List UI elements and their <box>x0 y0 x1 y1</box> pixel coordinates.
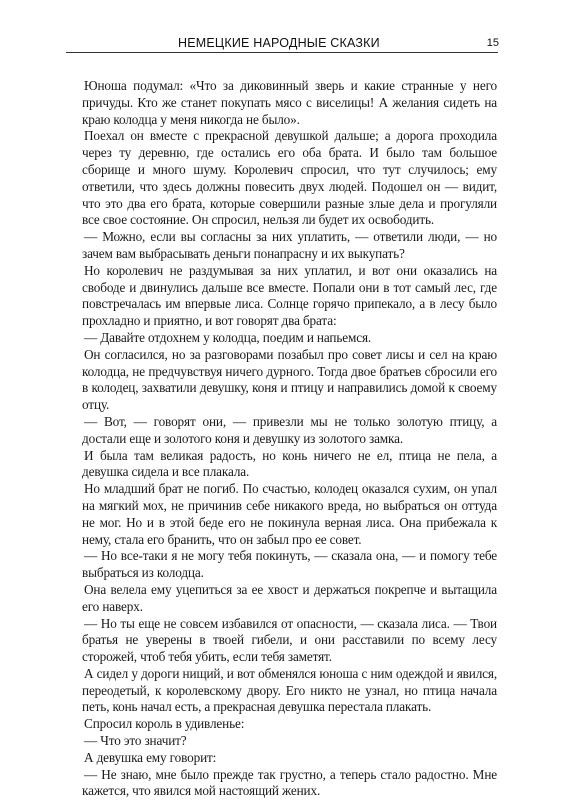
paragraph: Поехал он вместе с прекрасной девушкой дальше; а дорога проходила через ту деревню, где остались его оба брата. И было там большое сборище и много шуму. Королевич спросил, что тут случилось; ему ответили, что здесь должны повесить двух людей. Подошел он — видит, что это два его брата, которые совершили разные злые дела и прогуляли все свое состояние. Он спросил, нельзя ли будет их освободить. <box>82 128 497 228</box>
paragraph: — Вот, — говорят они, — привезли мы не только золотую птицу, а достали еще и золотого коня и девушку из золотого замка. <box>82 413 497 446</box>
paragraph: Спросил король в удивленье: <box>84 716 245 732</box>
paragraph: Она велела ему уцепиться за ее хвост и держаться покрепче и вытащила его наверх. <box>82 581 497 614</box>
text-body <box>82 78 497 800</box>
paragraph: — Давайте отдохнем у колодца, поедим и напьемся. <box>84 329 372 345</box>
paragraph: Он согласился, но за разговорами позабыл про совет лисы и сел на краю колодца, не предчувствуя ничего дурного. Тогда двое братьев сбросили его в колодец, захватили девушку, коня и птицу и направились домой к своему отцу. <box>82 346 497 413</box>
paragraph: А девушка ему говорит: <box>84 749 217 765</box>
paragraph: А сидел у дороги нищий, и вот обменялся юноша с ним одеждой и явился, переодетый, к королевскому двору. Его никто не узнал, но птица начала петь, конь начал есть, а прекрасная девушка перестала плакать. <box>82 665 497 715</box>
paragraph: — Не знаю, мне было прежде так грустно, а теперь стало радостно. Мне кажется, что явился мой настоящий жених. <box>82 766 497 799</box>
paragraph: — Но все-таки я не могу тебя покинуть, — сказала она, — и помогу тебе выбраться из колодца. <box>82 548 497 581</box>
paragraph: И была там великая радость, но конь ничего не ел, птица не пела, а девушка сидела и все плакала. <box>82 447 497 480</box>
running-title: НЕМЕЦКИЕ НАРОДНЫЕ СКАЗКИ <box>178 36 380 50</box>
paragraph: — Что это значит? <box>84 733 187 749</box>
page-number: 15 <box>486 37 499 49</box>
paragraph: Юноша подумал: «Что за диковинный зверь и какие странные у него причуды. Кто же станет покупать мясо с виселицы! А желания сидеть на краю колодца у меня никогда не было». <box>82 78 497 127</box>
paragraph: Но младший брат не погиб. По счастью, колодец оказался сухим, он упал на мягкий мох, не причинив себе никакого вреда, но выбраться он оттуда не мог. Но и в этой беде его не покинула верная лиса. Она прибежала к нему, стала его бранить, что он забыл про ее совет. <box>82 481 497 547</box>
paragraph: — Но ты еще не совсем избавился от опасности, — сказала лиса. — Твои братья не уверены в твоей гибели, и они расставили по всему лесу сторожей, чтоб тебя убить, если тебя заметят. <box>82 615 497 665</box>
paragraph: — Можно, если вы согласны за них уплатить, — ответили люди, — но зачем вам выбрасывать деньги понапрасну и их выкупать? <box>82 229 497 261</box>
paragraph: Но королевич не раздумывая за них уплатил, и вот они оказались на свободе и двинулись дальше все вместе. Попали они в тот самый лес, где повстречалась им впервые лиса. Солнце горячо припекало, а в лесу было прохладно и приятно, и вот говорят два брата: <box>82 262 497 329</box>
running-header <box>66 34 498 53</box>
